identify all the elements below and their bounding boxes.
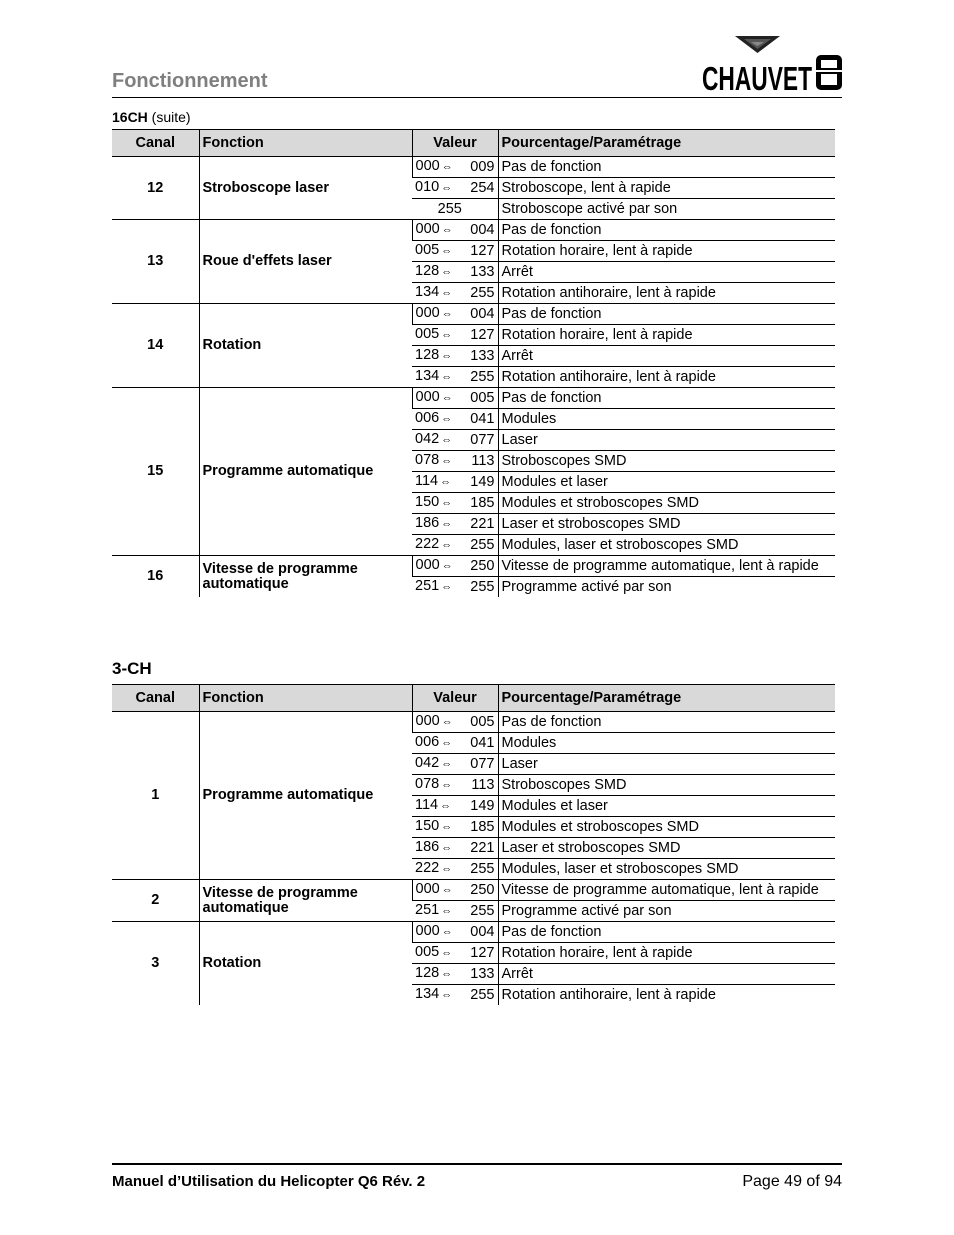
dmx-value-pair — [415, 327, 495, 343]
dmx-value-low-group — [415, 348, 454, 364]
dmx-value-range — [412, 796, 498, 817]
dmx-value-high: 041 — [470, 410, 495, 427]
dmx-value-low: 251 — [415, 902, 440, 918]
channel-number: 15 — [112, 388, 199, 556]
range-arrow-icon: ⇔ — [441, 905, 453, 917]
dmx-value-high: 077 — [470, 755, 495, 772]
dmx-value-low: 114 — [415, 797, 439, 813]
col-header-valeur: Valeur — [412, 130, 498, 157]
value-description: Arrêt — [498, 346, 835, 367]
value-description: Pas de fonction — [498, 157, 835, 178]
dmx-value-low: 186 — [415, 515, 440, 531]
table-row — [112, 157, 835, 178]
dmx-value-pair — [416, 558, 495, 574]
channel-number: 3 — [112, 922, 199, 1006]
dmx-value-pair — [415, 348, 495, 364]
value-description: Pas de fonction — [498, 388, 835, 409]
dmx-value-pair — [415, 495, 495, 511]
channel-number: 14 — [112, 304, 199, 388]
dmx-value-low-group — [415, 945, 454, 961]
dmx-value-low-group — [415, 264, 454, 280]
value-description: Rotation antihoraire, lent à rapide — [498, 985, 835, 1006]
table1-subtitle — [112, 109, 191, 125]
dmx-value-low: 222 — [415, 860, 440, 876]
dmx-value-high: 133 — [470, 965, 495, 982]
value-description: Vitesse de programme automatique, lent à rapide — [498, 556, 835, 577]
dmx-value-pair — [415, 777, 495, 793]
dmx-value-range — [412, 220, 498, 241]
dmx-value-pair — [415, 180, 495, 196]
dmx-value-pair — [416, 714, 495, 730]
dmx-value-low: 042 — [415, 755, 440, 771]
col-header-pourcentage: Pourcentage/Paramétrage — [498, 685, 835, 712]
dmx-value-high: 254 — [470, 179, 495, 196]
table-row — [112, 922, 835, 943]
table-row — [112, 304, 835, 325]
range-arrow-icon: ⇔ — [441, 842, 453, 854]
dmx-value-high: 250 — [470, 557, 495, 574]
dmx-value-low-group — [415, 840, 454, 856]
value-description: Modules et laser — [498, 796, 835, 817]
dmx-value-low-group — [415, 777, 454, 793]
dmx-value-pair — [415, 966, 495, 982]
range-arrow-icon: ⇔ — [440, 476, 452, 488]
channel-function: Vitesse de programme automatique — [199, 880, 412, 922]
value-description: Laser — [498, 430, 835, 451]
dmx-value-low-group — [415, 798, 453, 814]
dmx-value-pair — [415, 840, 495, 856]
range-arrow-icon: ⇔ — [441, 539, 453, 551]
table-row — [112, 220, 835, 241]
dmx-value-pair — [415, 987, 495, 1003]
dmx-value-pair — [415, 537, 495, 553]
range-arrow-icon: ⇔ — [441, 245, 453, 257]
value-description: Laser — [498, 754, 835, 775]
dmx-value-pair — [415, 861, 495, 877]
dmx-value-range — [412, 733, 498, 754]
value-description: Arrêt — [498, 964, 835, 985]
value-description: Programme activé par son — [498, 577, 835, 598]
dmx-value-range — [412, 556, 498, 577]
table-row — [112, 880, 835, 901]
dmx-value-range — [412, 859, 498, 880]
range-arrow-icon: ⇔ — [441, 455, 453, 467]
dmx-value-low-group — [415, 861, 454, 877]
dmx-value-low-group — [415, 180, 454, 196]
dmx-value-high: 127 — [470, 242, 495, 259]
table-row — [112, 556, 835, 577]
dmx-value-high: 255 — [470, 284, 495, 301]
dmx-value-pair — [415, 369, 495, 385]
channel-number: 2 — [112, 880, 199, 922]
col-header-fonction: Fonction — [199, 130, 412, 157]
range-arrow-icon: ⇔ — [441, 434, 453, 446]
range-arrow-icon: ⇔ — [441, 821, 453, 833]
channel-function: Programme automatique — [199, 712, 412, 880]
range-arrow-icon: ⇔ — [441, 968, 453, 980]
dmx-value-low: 186 — [415, 839, 440, 855]
range-arrow-icon: ⇔ — [441, 779, 453, 791]
table-row — [112, 712, 835, 733]
dmx-value-high: 185 — [470, 818, 495, 835]
dmx-value-high: 004 — [470, 221, 495, 238]
dmx-value-range — [412, 157, 498, 178]
dmx-value-pair — [415, 798, 495, 814]
channel-function: Stroboscope laser — [199, 157, 412, 220]
dmx-value-range — [412, 283, 498, 304]
dmx-value-high: 005 — [470, 389, 495, 406]
dmx-value-pair — [416, 222, 495, 238]
value-description: Modules — [498, 733, 835, 754]
dmx-value-pair — [416, 924, 495, 940]
dmx-value-low: 150 — [415, 818, 440, 834]
dmx-value-low: 000 — [415, 923, 440, 939]
value-description: Pas de fonction — [498, 220, 835, 241]
dmx-value-range — [412, 262, 498, 283]
dmx-value-low: 006 — [415, 410, 440, 426]
logo-dj-mark — [816, 55, 842, 90]
range-arrow-icon: ⇔ — [441, 371, 453, 383]
col-header-pourcentage: Pourcentage/Paramétrage — [498, 130, 835, 157]
range-arrow-icon: ⇔ — [441, 308, 453, 320]
dmx-value-high: 005 — [470, 713, 495, 730]
dmx-value-high: 255 — [470, 578, 495, 595]
dmx-value-low-group — [416, 222, 455, 238]
dmx-value-low: 078 — [415, 776, 440, 792]
dmx-value-high: 255 — [470, 536, 495, 553]
value-description: Modules, laser et stroboscopes SMD — [498, 859, 835, 880]
table-header-row — [112, 130, 835, 157]
range-arrow-icon: ⇔ — [441, 560, 453, 572]
dmx-value-low: 000 — [415, 389, 440, 405]
dmx-value-pair — [416, 390, 495, 406]
dmx-table-3ch — [112, 684, 835, 1005]
dmx-value-pair — [416, 159, 495, 175]
value-description: Modules et laser — [498, 472, 835, 493]
dmx-value-low: 006 — [415, 734, 440, 750]
dmx-value-range — [412, 241, 498, 262]
header-rule — [112, 97, 842, 98]
dmx-value-range — [412, 943, 498, 964]
dmx-value-low: 000 — [415, 221, 440, 237]
dmx-value-low: 128 — [415, 965, 440, 981]
dmx-value-low-group — [415, 327, 454, 343]
dmx-value-high: 255 — [470, 368, 495, 385]
dmx-value-low: 005 — [415, 944, 440, 960]
dmx-value-pair — [415, 285, 495, 301]
value-description: Rotation antihoraire, lent à rapide — [498, 283, 835, 304]
dmx-value-low-group — [416, 306, 455, 322]
dmx-value-low-group — [415, 966, 454, 982]
dmx-value-low: 134 — [415, 368, 440, 384]
value-description: Laser et stroboscopes SMD — [498, 514, 835, 535]
dmx-value-low: 128 — [415, 263, 440, 279]
range-arrow-icon: ⇔ — [441, 392, 453, 404]
dmx-value-pair — [415, 453, 495, 469]
footer-rule — [112, 1163, 842, 1165]
dmx-value-high: 113 — [471, 452, 495, 469]
channel-number: 1 — [151, 787, 160, 803]
channel-function: Vitesse de programme automatique — [199, 556, 412, 598]
dmx-value-low-group — [415, 432, 454, 448]
dmx-value-pair — [415, 819, 495, 835]
dmx-value-low-group — [415, 903, 454, 919]
dmx-value-range — [412, 754, 498, 775]
col-header-canal: Canal — [112, 685, 199, 712]
value-description: Arrêt — [498, 262, 835, 283]
value-description: Stroboscope, lent à rapide — [498, 178, 835, 199]
dmx-value-high: 127 — [470, 944, 495, 961]
dmx-value-low-group — [415, 369, 454, 385]
dmx-value-low: 000 — [415, 158, 440, 174]
dmx-value-high: 004 — [470, 305, 495, 322]
range-arrow-icon: ⇔ — [441, 413, 453, 425]
value-description: Rotation antihoraire, lent à rapide — [498, 367, 835, 388]
dmx-value-low-group — [415, 411, 454, 427]
dmx-value-high: 127 — [470, 326, 495, 343]
dmx-value-range — [412, 964, 498, 985]
dmx-value-range — [412, 577, 498, 598]
dmx-value-range — [412, 367, 498, 388]
dmx-value-low: 134 — [415, 284, 440, 300]
value-description: Pas de fonction — [498, 712, 835, 733]
range-arrow-icon: ⇔ — [440, 800, 452, 812]
dmx-value-low-group — [415, 819, 454, 835]
value-description: Modules, laser et stroboscopes SMD — [498, 535, 835, 556]
dmx-value-pair — [415, 516, 495, 532]
range-arrow-icon: ⇔ — [441, 182, 453, 194]
range-arrow-icon: ⇔ — [441, 329, 453, 341]
dmx-value-low-group — [415, 735, 454, 751]
range-arrow-icon: ⇔ — [441, 581, 453, 593]
range-arrow-icon: ⇔ — [441, 863, 453, 875]
value-description: Pas de fonction — [498, 922, 835, 943]
dmx-value-range — [412, 430, 498, 451]
dmx-value-high: 149 — [470, 473, 495, 490]
dmx-value-low-group — [415, 495, 454, 511]
dmx-value-range — [412, 775, 498, 796]
dmx-value-low: 005 — [415, 242, 440, 258]
value-description: Modules et stroboscopes SMD — [498, 493, 835, 514]
dmx-value-high: 255 — [470, 902, 495, 919]
dmx-value-low: 078 — [415, 452, 440, 468]
range-arrow-icon: ⇔ — [441, 758, 453, 770]
dmx-value-range — [412, 178, 498, 199]
section-title: Fonctionnement — [112, 70, 268, 92]
dmx-value-high: 004 — [470, 923, 495, 940]
dmx-value-high: 149 — [470, 797, 495, 814]
dmx-value-low-group — [415, 756, 454, 772]
dmx-value-low-group — [416, 714, 455, 730]
chauvet-dj-logo — [700, 33, 845, 95]
value-description: Pas de fonction — [498, 304, 835, 325]
table1-subtitle-mode: 16CH — [112, 109, 148, 125]
dmx-value-low-group — [416, 924, 455, 940]
dmx-value-high: 185 — [470, 494, 495, 511]
range-arrow-icon: ⇔ — [441, 287, 453, 299]
value-description: Rotation horaire, lent à rapide — [498, 241, 835, 262]
dmx-value-pair — [416, 882, 495, 898]
dmx-value-low-group — [415, 579, 454, 595]
dmx-value-pair — [416, 306, 495, 322]
dmx-value-low-group — [416, 558, 455, 574]
range-arrow-icon: ⇔ — [441, 161, 453, 173]
dmx-value-range — [412, 346, 498, 367]
range-arrow-icon: ⇔ — [441, 224, 453, 236]
col-header-canal: Canal — [112, 130, 199, 157]
dmx-value-low-group — [416, 390, 455, 406]
dmx-value-low: 134 — [415, 986, 440, 1002]
table1-subtitle-suffix: (suite) — [147, 109, 191, 125]
dmx-value-pair — [415, 243, 495, 259]
range-arrow-icon: ⇔ — [441, 518, 453, 530]
dmx-value-high: 255 — [470, 860, 495, 877]
table-header-row — [112, 685, 835, 712]
dmx-value-pair — [415, 411, 495, 427]
dmx-value-low-group — [415, 474, 453, 490]
value-description: Modules — [498, 409, 835, 430]
value-description: Rotation horaire, lent à rapide — [498, 943, 835, 964]
dmx-value-low: 251 — [415, 578, 440, 594]
dmx-value-low: 114 — [415, 473, 439, 489]
channel-number: 13 — [112, 220, 199, 304]
dmx-value-range — [412, 880, 498, 901]
page-number: Page 49 of 94 — [742, 1173, 842, 1190]
dmx-value-range — [412, 451, 498, 472]
dmx-value-single: 255 — [437, 200, 462, 217]
dmx-value-range — [412, 325, 498, 346]
dmx-value-range — [412, 472, 498, 493]
dmx-value-low-group — [415, 285, 454, 301]
dmx-value-range — [412, 535, 498, 556]
channel-function: Roue d'effets laser — [199, 220, 412, 304]
logo-wordmark: CHAUVET — [702, 60, 812, 97]
dmx-value-high: 041 — [470, 734, 495, 751]
dmx-value-low: 150 — [415, 494, 440, 510]
dmx-value-range — [412, 922, 498, 943]
dmx-value-low: 042 — [415, 431, 440, 447]
col-header-fonction: Fonction — [199, 685, 412, 712]
dmx-value-range — [412, 493, 498, 514]
dmx-value-low: 000 — [415, 557, 440, 573]
range-arrow-icon: ⇔ — [441, 716, 453, 728]
range-arrow-icon: ⇔ — [441, 989, 453, 1001]
table2-subtitle: 3-CH — [112, 659, 152, 678]
dmx-value-low: 128 — [415, 347, 440, 363]
value-description: Laser et stroboscopes SMD — [498, 838, 835, 859]
dmx-value-low: 010 — [415, 179, 440, 195]
dmx-value-high: 255 — [470, 986, 495, 1003]
dmx-value-high: 221 — [470, 515, 495, 532]
dmx-value-low-group — [415, 537, 454, 553]
value-description: Rotation horaire, lent à rapide — [498, 325, 835, 346]
manual-title: Manuel d’Utilisation du Helicopter Q6 Rév. 2 — [112, 1173, 426, 1190]
dmx-value-low: 222 — [415, 536, 440, 552]
dmx-value-low-group — [416, 159, 455, 175]
range-arrow-icon: ⇔ — [441, 266, 453, 278]
channel-number: 16 — [112, 556, 199, 598]
dmx-value-low-group — [416, 882, 455, 898]
range-arrow-icon: ⇔ — [441, 497, 453, 509]
dmx-value-pair — [415, 579, 495, 595]
dmx-value-pair — [415, 945, 495, 961]
dmx-value-range — [412, 304, 498, 325]
value-description: Stroboscope activé par son — [498, 199, 835, 220]
value-description: Vitesse de programme automatique, lent à rapide — [498, 880, 835, 901]
dmx-value-low-group — [415, 987, 454, 1003]
value-description: Programme activé par son — [498, 901, 835, 922]
dmx-value-high: 009 — [470, 158, 495, 175]
col-header-valeur: Valeur — [412, 685, 498, 712]
channel-function: Rotation — [199, 922, 412, 1006]
channel-function: Programme automatique — [199, 388, 412, 556]
dmx-value-pair — [415, 735, 495, 751]
range-arrow-icon: ⇔ — [441, 884, 453, 896]
dmx-value-high: 113 — [471, 776, 495, 793]
dmx-value-range — [412, 514, 498, 535]
value-description: Stroboscopes SMD — [498, 775, 835, 796]
dmx-value-pair — [415, 264, 495, 280]
range-arrow-icon: ⇔ — [441, 350, 453, 362]
range-arrow-icon: ⇔ — [441, 737, 453, 749]
dmx-value-range — [412, 388, 498, 409]
dmx-value-pair — [415, 432, 495, 448]
dmx-value-low: 000 — [415, 305, 440, 321]
dmx-value-low: 000 — [415, 713, 440, 729]
dmx-value-low: 005 — [415, 326, 440, 342]
dmx-value-range — [412, 199, 498, 220]
dmx-value-pair — [415, 474, 495, 490]
dmx-value-high: 077 — [470, 431, 495, 448]
dmx-value-range — [412, 409, 498, 430]
dmx-value-range — [412, 838, 498, 859]
table-row — [112, 388, 835, 409]
range-arrow-icon: ⇔ — [441, 947, 453, 959]
dmx-value-high: 133 — [470, 263, 495, 280]
range-arrow-icon: ⇔ — [441, 926, 453, 938]
dmx-value-low-group — [415, 243, 454, 259]
dmx-value-low: 000 — [415, 881, 440, 897]
dmx-value-low-group — [415, 516, 454, 532]
dmx-value-range — [412, 985, 498, 1006]
value-description: Stroboscopes SMD — [498, 451, 835, 472]
dmx-value-low-group — [415, 453, 454, 469]
dmx-value-pair — [415, 903, 495, 919]
channel-number: 12 — [147, 179, 164, 196]
dmx-value-high: 221 — [470, 839, 495, 856]
dmx-value-high: 250 — [470, 881, 495, 898]
dmx-value-range — [412, 817, 498, 838]
channel-function: Rotation — [199, 304, 412, 388]
dmx-value-range — [412, 901, 498, 922]
value-description: Modules et stroboscopes SMD — [498, 817, 835, 838]
dmx-value-high: 133 — [470, 347, 495, 364]
dmx-value-pair — [415, 756, 495, 772]
dmx-table-16ch — [112, 129, 835, 597]
dmx-value-range — [412, 712, 498, 733]
